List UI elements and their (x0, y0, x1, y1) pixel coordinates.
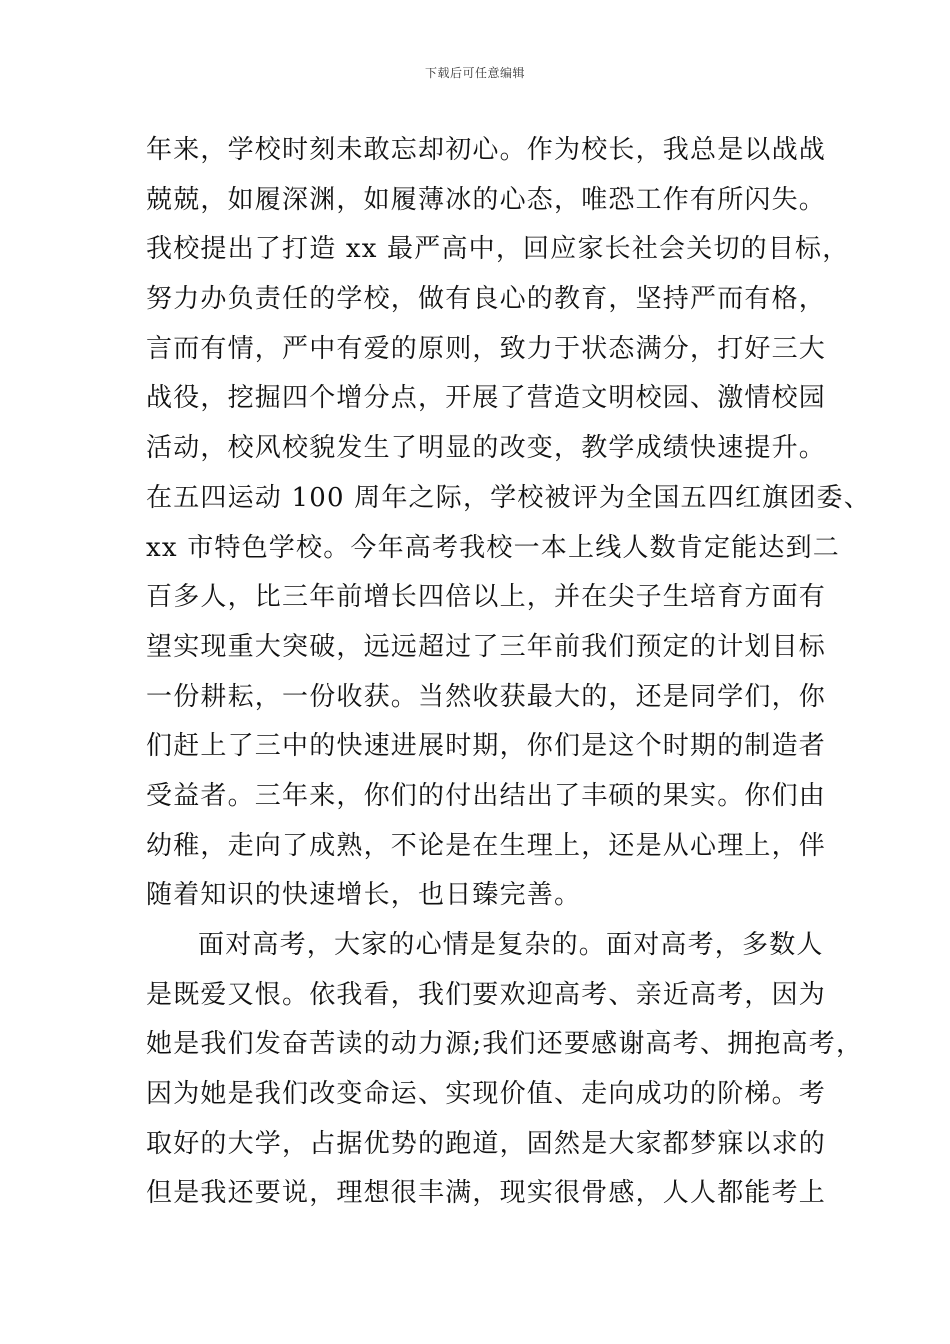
text-line: 言而有情，严中有爱的原则，致力于状态满分，打好三大 (146, 333, 827, 364)
text-line: 望实现重大突破，远远超过了三年前我们预定的计划目标 (146, 631, 827, 662)
text-line: 受益者。三年来，你们的付出结出了丰硕的果实。你们由 (146, 780, 827, 811)
body-text (146, 126, 871, 1219)
page-header-note: 下载后可任意编辑 (424, 66, 525, 80)
text-line: 她是我们发奋苦读的动力源;我们还要感谢高考、拥抱高考， (146, 1029, 864, 1060)
text-line: 因为她是我们改变命运、实现价值、走向成功的阶梯。考 (146, 1079, 827, 1110)
text-line: 兢兢，如履深渊，如履薄冰的心态，唯恐工作有所闪失。 (146, 184, 827, 215)
text-line: 但是我还要说，理想很丰满，现实很骨感，人人都能考上 (146, 1178, 827, 1209)
text-line: 我校提出了打造 xx 最严高中，回应家长社会关切的目标， (146, 234, 850, 265)
text-line: 百多人，比三年前增长四倍以上，并在尖子生培育方面有 (146, 582, 827, 613)
text-line: 年来，学校时刻未敢忘却初心。作为校长，我总是以战战 (146, 135, 827, 165)
text-line: 幼稚，走向了成熟，不论是在生理上，还是从心理上，伴 (146, 830, 827, 861)
text-line: 在五四运动 100 周年之际，学校被评为全国五四红旗团委、 (146, 482, 871, 513)
text-line: 战役，挖掘四个增分点，开展了营造文明校园、激情校园 (146, 383, 827, 414)
text-line: 努力办负责任的学校，做有良心的教育，坚持严而有格， (146, 284, 827, 315)
text-line: 一份耕耘，一份收获。当然收获最大的，还是同学们，你 (146, 681, 827, 712)
text-line: 们赶上了三中的快速进展时期，你们是这个时期的制造者 (146, 731, 827, 762)
text-line: xx 市特色学校。今年高考我校一本上线人数肯定能达到二 (146, 532, 840, 563)
text-line: 取好的大学，占据优势的跑道，固然是大家都梦寐以求的 (146, 1128, 827, 1159)
text-line: 是既爱又恨。依我看，我们要欢迎高考、亲近高考，因为 (146, 979, 827, 1010)
text-line: 活动，校风校貌发生了明显的改变，教学成绩快速提升。 (146, 433, 827, 464)
paragraph-start-line: 面对高考，大家的心情是复杂的。面对高考，多数人 (198, 930, 824, 960)
text-line: 随着知识的快速增长，也日臻完善。 (146, 880, 582, 911)
